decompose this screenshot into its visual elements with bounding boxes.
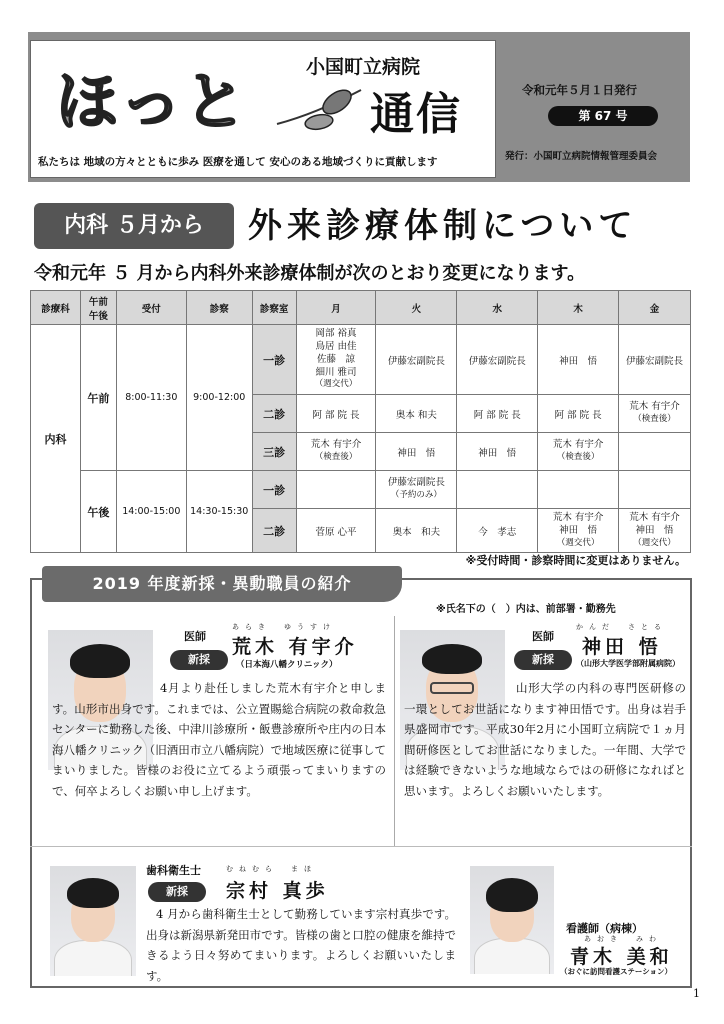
header-cell: 金 <box>619 291 691 325</box>
cell-tue <box>376 471 457 509</box>
headline-tag: 内科 ５月から <box>34 203 234 249</box>
doctor-name: 荒木 有宇介 <box>310 439 362 451</box>
doctor-name: 荒木 有宇介 <box>552 511 604 523</box>
name-ruby: かんだ さとる <box>576 623 667 631</box>
room-2: 二診 <box>252 395 296 433</box>
cell-fri <box>619 395 691 433</box>
cell-mon: 阿 部 院 長 <box>296 395 376 433</box>
session-am: 午前 <box>80 325 116 471</box>
room-3: 三診 <box>252 433 296 471</box>
staff-note: ※氏名下の（ ）内は、前部署・勤務先 <box>436 604 616 615</box>
staff-name: 青木 美和 <box>570 946 673 968</box>
headline-subtitle: 令和元年 ５ 月から内科外来診療体制が次のとおり変更になります。 <box>34 263 586 284</box>
cell-tue: 奥本 和夫 <box>376 395 457 433</box>
header-cell: 火 <box>376 291 457 325</box>
staff-role: 歯科衛生士 <box>146 864 201 877</box>
doctor-name: 荒木 有宇介 <box>629 511 680 523</box>
header-cell: 水 <box>457 291 538 325</box>
department-cell: 内科 <box>31 325 81 553</box>
cell-fri <box>619 433 691 471</box>
reservation-note: （予約のみ） <box>390 490 442 501</box>
staff-name: 神田 悟 <box>582 636 662 658</box>
cell-wed: 阿 部 院 長 <box>457 395 538 433</box>
newsletter-title: 通信 <box>370 89 462 140</box>
exam-am: 9:00-12:00 <box>186 325 252 471</box>
room-1: 一診 <box>252 325 296 395</box>
schedule-table <box>30 290 691 553</box>
cell-fri <box>619 471 691 509</box>
cell-thu <box>538 433 619 471</box>
motto: 私たちは 地域の方々とともに歩み 医療を通して 安心のある地域づくりに貢献します <box>38 156 438 168</box>
exam-note: （検査後） <box>314 452 358 463</box>
reception-am: 8:00-11:30 <box>116 325 186 471</box>
previous-workplace: （日本海八幡クリニック） <box>236 660 338 670</box>
exam-note: （検査後） <box>556 452 600 463</box>
cell-mon: 菅原 心平 <box>296 509 376 553</box>
cell-fri <box>619 509 691 553</box>
cell-thu <box>538 471 619 509</box>
staff-role: 看護師（病棟） <box>566 922 643 935</box>
doctor-name: 鳥居 由佳 <box>315 340 357 352</box>
doctor-name: 佐藤 諒 <box>317 353 356 365</box>
doctor-name: 荒木 有宇介 <box>552 439 604 451</box>
rotation-note: （週交代） <box>314 379 358 390</box>
page-number: 1 <box>693 987 700 1000</box>
cell-tue: 伊藤宏副院長 <box>376 325 457 395</box>
header-cell: 月 <box>296 291 376 325</box>
staff-intro-text: 4 月から歯科衛生士として勤務しています宗村真歩です。出身は新潟県新発田市です。皆様の歯と口腔の健康を維持できるよう日々努めてまいります。よろしくお願いいたします。 <box>146 907 456 983</box>
header-cell: 木 <box>538 291 619 325</box>
doctor-name: 伊藤宏副院長 <box>387 477 445 489</box>
issue-number: 第 67 号 <box>548 106 658 126</box>
cell-mon <box>296 433 376 471</box>
cell-thu <box>538 509 619 553</box>
header-cell: 受付 <box>116 291 186 325</box>
header-cell: 午前 午後 <box>80 291 116 325</box>
table-row <box>31 325 691 395</box>
cell-thu: 阿 部 院 長 <box>538 395 619 433</box>
doctor-name: 神田 悟 <box>559 524 598 536</box>
doctor-name: 岡部 裕真 <box>315 328 357 340</box>
rotation-note: （週交代） <box>633 537 676 548</box>
header-cell: 診療科 <box>31 291 81 325</box>
staff-photo-aoki <box>470 866 554 974</box>
row-divider <box>30 846 692 847</box>
cell-wed: 今 孝志 <box>457 509 538 553</box>
reception-pm: 14:00-15:00 <box>116 471 186 553</box>
doctor-name: 細川 雅司 <box>315 366 357 378</box>
cell-mon <box>296 471 376 509</box>
staff-name: 宗村 真歩 <box>226 880 329 902</box>
cell-wed <box>457 471 538 509</box>
staff-intro-text: 4月より赴任しました荒木有宇介と申します。山形市出身です。これまでは、公立置賜総合病院の救命救急センターに勤務した後、中津川診療所・飯豊診療所や庄内の日本海八幡クリニック（旧酒田市立八幡病院）で地域医療に従事してまいりました。皆様のお役に立てるよう頑張ってまいりますので、何卒よろしくお願い申し上げます。 <box>52 681 386 798</box>
exam-note: （検査後） <box>633 414 676 425</box>
leaf-icon <box>275 84 365 134</box>
room-1: 一診 <box>252 471 296 509</box>
cell-wed: 神田 悟 <box>457 433 538 471</box>
column-divider <box>394 616 395 846</box>
cell-fri: 伊藤宏副院長 <box>619 325 691 395</box>
table-header-row <box>31 291 691 325</box>
staff-section-title: 2019 年度新採・異動職員の紹介 <box>42 566 402 602</box>
header-cell: 診察 <box>186 291 252 325</box>
staff-name: 荒木 有宇介 <box>232 636 358 658</box>
name-ruby: むねむら まほ <box>226 865 317 873</box>
previous-workplace: （おぐに訪問看護ステーション） <box>560 967 673 976</box>
name-ruby: あらき ゆうすけ <box>232 623 336 631</box>
newsletter-logo: ほっと <box>56 65 249 138</box>
cell-wed: 伊藤宏副院長 <box>457 325 538 395</box>
headline-title: 外来診療体制について <box>248 206 638 246</box>
staff-role: 医師 <box>532 630 554 643</box>
staff-role: 医師 <box>184 630 206 643</box>
rotation-note: （週交代） <box>556 537 600 548</box>
cell-thu: 神田 悟 <box>538 325 619 395</box>
staff-intro-text: 山形大学の内科の専門医研修の一環としてお世話になります神田悟です。出身は岩手県盛岡市です。平成30年2月に小国町立病院で１ヵ月間研修医としてお世話になりました。一年間、大学では経験できないような地域ならではの研修になればと思います。よろしくお願いいたします。 <box>404 681 686 798</box>
session-pm: 午後 <box>80 471 116 553</box>
exam-pm: 14:30-15:30 <box>186 471 252 553</box>
new-hire-badge: 新採 <box>148 882 206 902</box>
table-row <box>31 471 691 509</box>
schedule-footnote: ※受付時間・診察時間に変更はありません。 <box>465 554 686 567</box>
cell-mon <box>296 325 376 395</box>
room-2: 二診 <box>252 509 296 553</box>
issue-date: 令和元年５月１日発行 <box>522 83 637 97</box>
doctor-name: 荒木 有宇介 <box>629 401 680 413</box>
new-hire-badge: 新採 <box>514 650 572 670</box>
new-hire-badge: 新採 <box>170 650 228 670</box>
staff-photo-munemura <box>50 866 136 976</box>
header-cell: 診察室 <box>252 291 296 325</box>
publisher: 発行：小国町立病院情報管理委員会 <box>505 151 658 162</box>
previous-workplace: （山形大学医学部附属病院） <box>576 659 680 668</box>
cell-tue: 神田 悟 <box>376 433 457 471</box>
doctor-name: 神田 悟 <box>635 524 674 536</box>
name-ruby: あおき みわ <box>584 935 662 943</box>
cell-tue: 奥本 和夫 <box>376 509 457 553</box>
hospital-name: 小国町立病院 <box>306 56 421 78</box>
